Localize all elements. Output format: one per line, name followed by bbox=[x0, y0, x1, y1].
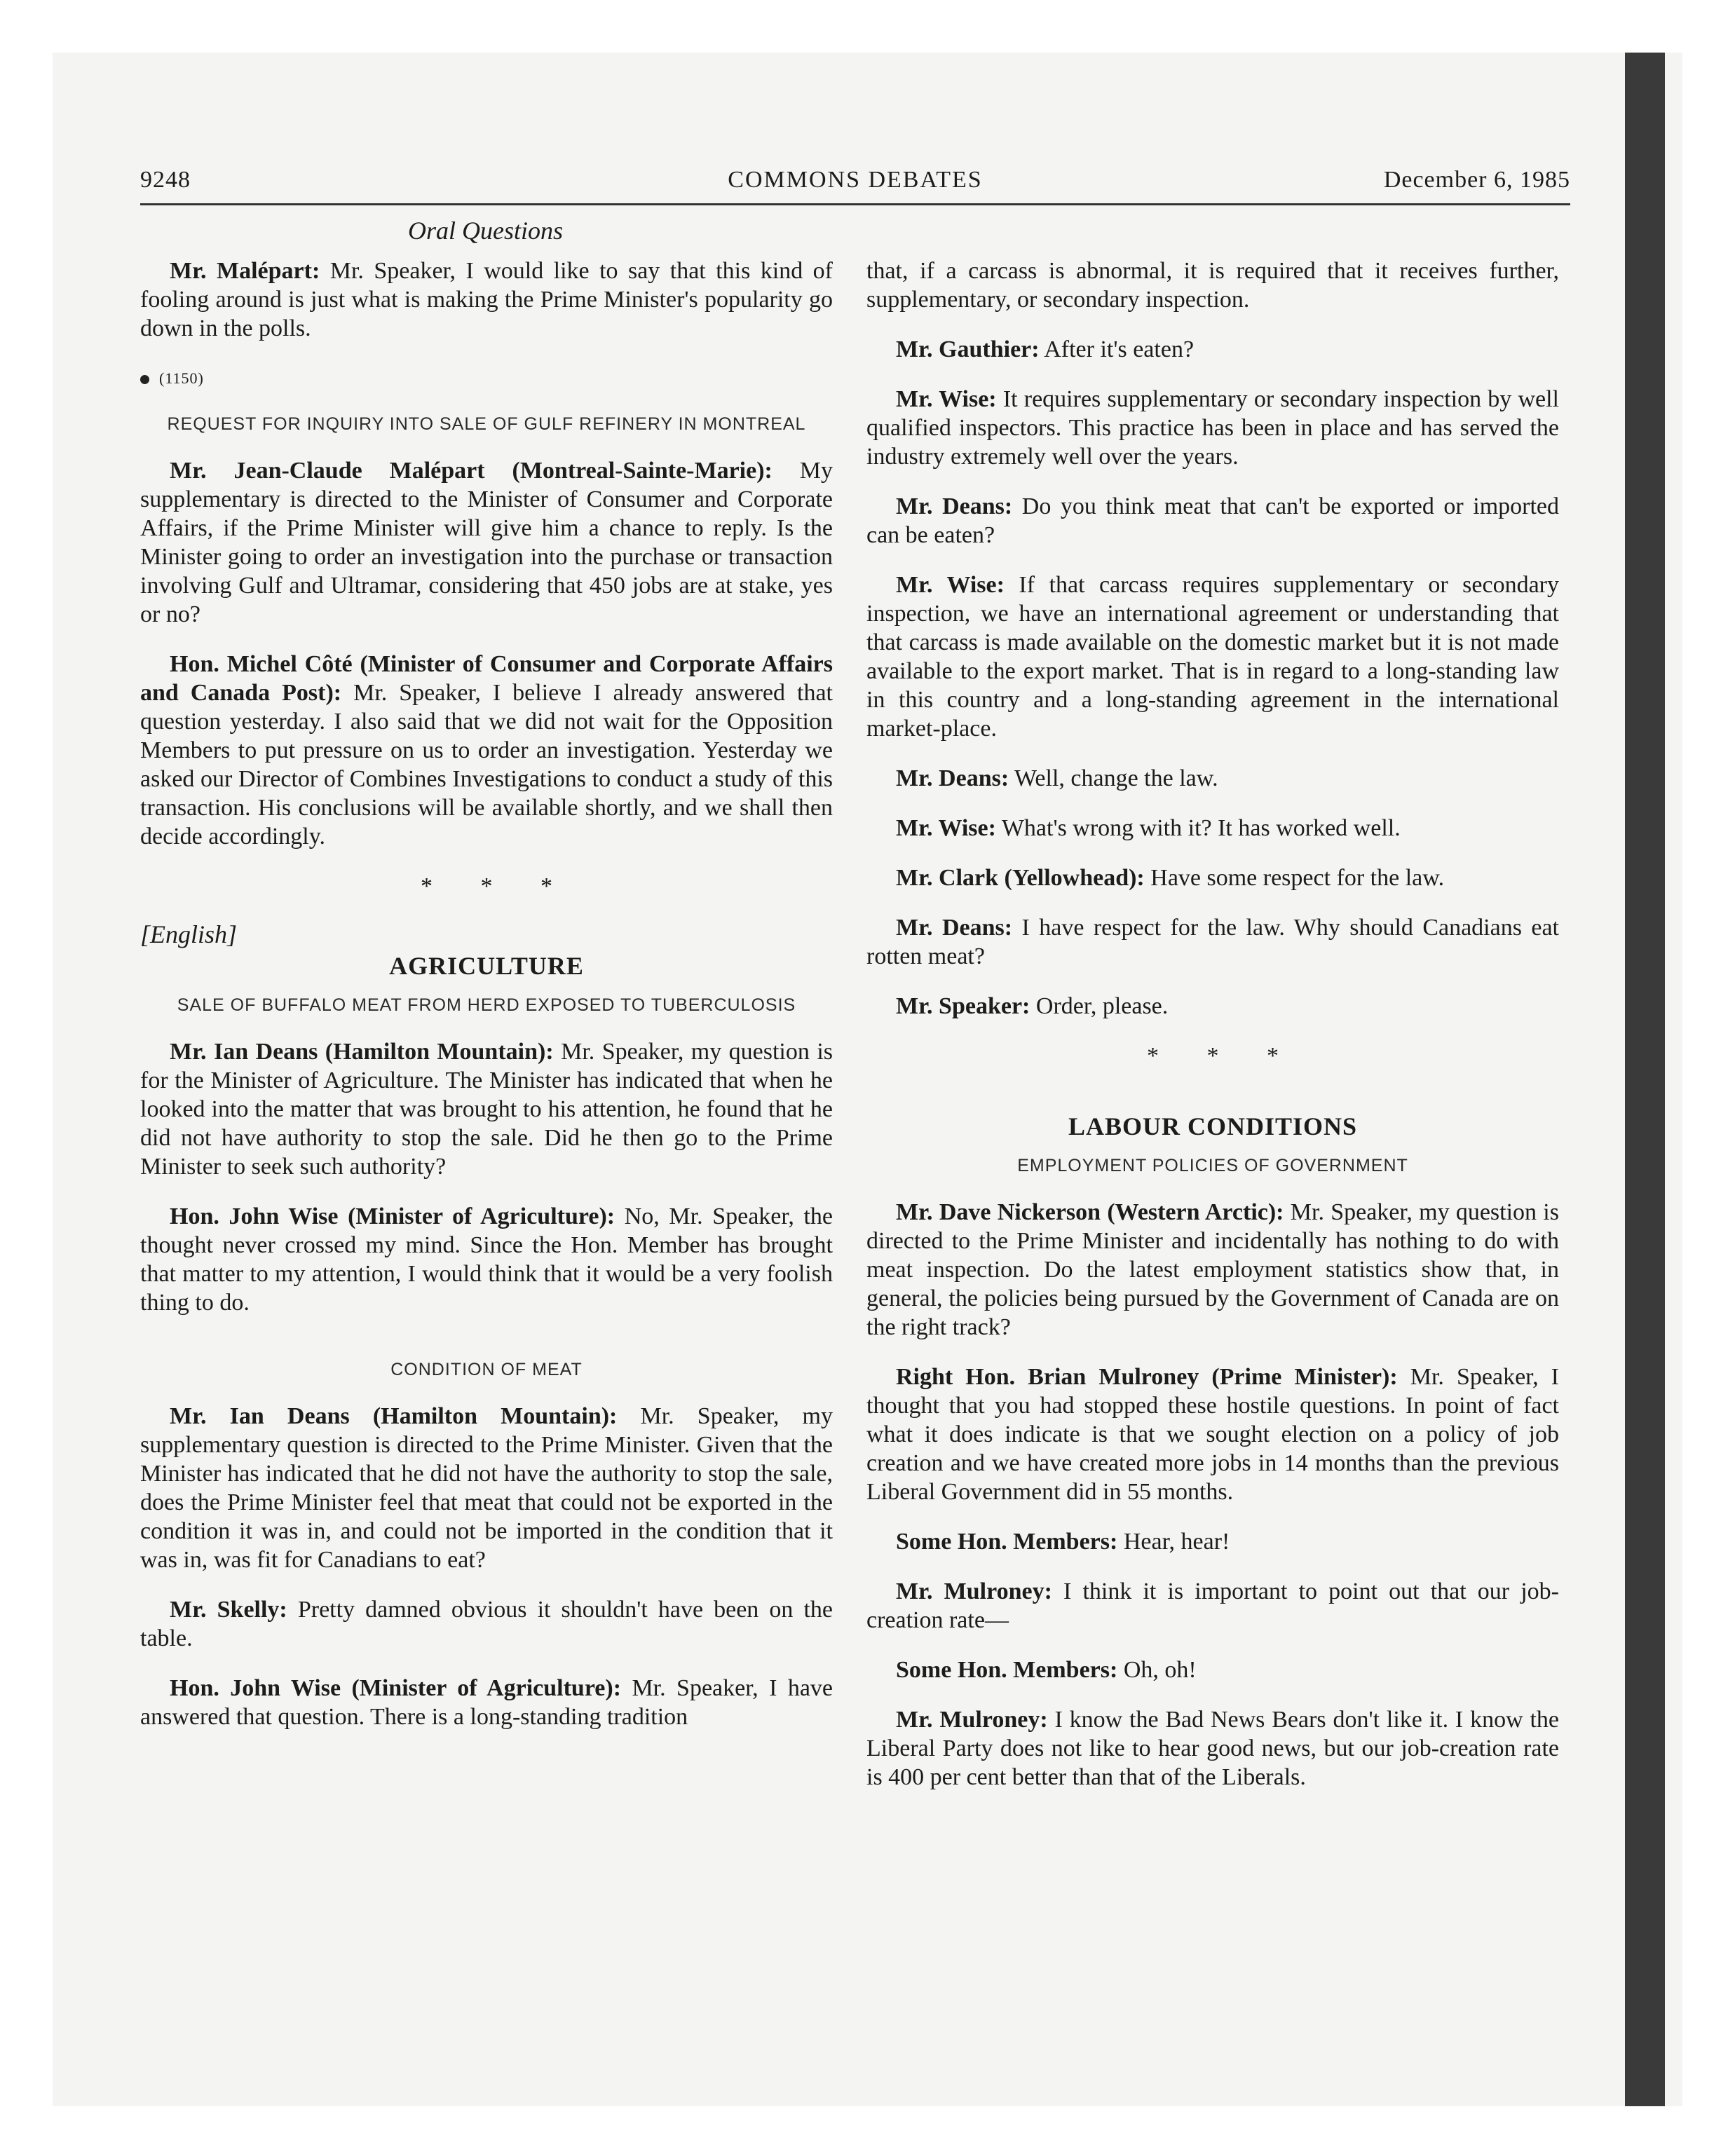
paragraph: Mr. Wise: It requires supplementary or secondary inspection by well qualified inspectors. This practice has been in place and has served the industry extremely well over the years. bbox=[866, 386, 1559, 470]
bullet-icon bbox=[140, 375, 149, 384]
subheading: REQUEST FOR INQUIRY INTO SALE OF GULF REFINERY IN MONTREAL bbox=[167, 414, 806, 434]
speaker: Hon. John Wise (Minister of Agriculture): bbox=[170, 1675, 622, 1701]
paragraph: Mr. Deans: Well, change the law. bbox=[896, 765, 1218, 791]
speaker: Mr. Mulroney: bbox=[896, 1578, 1052, 1604]
paragraph: Mr. Mulroney: I know the Bad News Bears don't like it. I know the Liberal Party does not like to hear good news, but our job-creation rate is 400 per cent better than that of the Liberals. bbox=[866, 1707, 1559, 1790]
paragraph: Mr. Clark (Yellowhead): Have some respect for the law. bbox=[896, 865, 1445, 891]
paragraph: Mr. Speaker: Order, please. bbox=[896, 993, 1169, 1019]
paragraph: Mr. Deans: Do you think meat that can't be exported or imported can be eaten? bbox=[866, 493, 1560, 548]
speaker: Some Hon. Members: bbox=[896, 1529, 1118, 1555]
paragraph: that, if a carcass is abnormal, it is required that it receives further, supplementary, or secondary inspection. bbox=[866, 258, 1559, 313]
paragraph: Hon. Michel Côté (Minister of Consumer and Corporate Affairs and Canada Post): Mr. Speaker, I believe I already answered that question yesterday. I also said that we did not wait for the Opposition Members to put pressure on us to order an investigation. Yesterday we asked our Director of Combines Investigations to conduct a study of this transaction. His conclusions will be available shortly, and we shall then decide accordingly. bbox=[140, 651, 833, 850]
section-heading: AGRICULTURE bbox=[389, 952, 584, 980]
paragraph: Mr. Jean-Claude Malépart (Montreal-Sainte-Marie): My supplementary is directed to the Minister of Consumer and Corporate Affairs, if the Prime Minister will give him a chance to reply. Is the Minister going to order an investigation into the purchase or transaction involving Gulf and Ultramar, considering that 450 jobs are at stake, yes or no? bbox=[140, 458, 833, 627]
language-marker: [English] bbox=[140, 920, 238, 948]
header-rule bbox=[140, 203, 1570, 205]
paragraph: Hon. John Wise (Minister of Agriculture): No, Mr. Speaker, the thought never crossed my mind. Since the Hon. Member has brought that matter to my attention, I would think that it would be a very foolish thing to do. bbox=[140, 1203, 833, 1316]
speaker: Mr. Dave Nickerson (Western Arctic): bbox=[896, 1199, 1284, 1225]
speaker: Mr. Jean-Claude Malépart (Montreal-Sainte-Marie): bbox=[170, 458, 773, 484]
left-column bbox=[140, 257, 833, 1752]
scan-edge-shadow bbox=[1625, 53, 1665, 2106]
paragraph: Mr. Mulroney: I think it is important to point out that our job-creation rate— bbox=[866, 1578, 1559, 1633]
subheading: EMPLOYMENT POLICIES OF GOVERNMENT bbox=[1017, 1156, 1408, 1175]
paragraph: Mr. Deans: I have respect for the law. Why should Canadians eat rotten meat? bbox=[866, 915, 1559, 969]
speaker: Mr. Malépart: bbox=[170, 258, 320, 284]
speaker: Mr. Gauthier: bbox=[896, 336, 1040, 362]
section-separator: * * * bbox=[421, 873, 573, 899]
section-separator: * * * bbox=[1147, 1043, 1300, 1069]
paragraph: Mr. Ian Deans (Hamilton Mountain): Mr. Speaker, my question is for the Minister of Agriculture. The Minister has indicated that when he looked into the matter that was brought to his attention, he found that he did not have authority to stop the sale. Did he then go to the Prime Minister to seek such authority? bbox=[140, 1039, 833, 1180]
paragraph: Right Hon. Brian Mulroney (Prime Minister): Mr. Speaker, I thought that you had stopped these hostile questions. In point of fact what it does indicate is that we sought election on a policy of job creation and we have created more jobs in 14 months than the previous Liberal Government did in 55 months. bbox=[866, 1364, 1559, 1505]
speaker: Mr. Clark (Yellowhead): bbox=[896, 865, 1145, 891]
paragraph: Some Hon. Members: Oh, oh! bbox=[896, 1657, 1197, 1683]
speaker: Some Hon. Members: bbox=[896, 1657, 1118, 1683]
speaker: Mr. Speaker: bbox=[896, 993, 1030, 1019]
right-column bbox=[866, 257, 1559, 1813]
paragraph: Mr. Wise: What's wrong with it? It has worked well. bbox=[896, 815, 1401, 841]
speaker: Mr. Mulroney: bbox=[896, 1707, 1048, 1733]
speaker: Mr. Wise: bbox=[896, 815, 996, 841]
running-head: Oral Questions bbox=[407, 217, 563, 245]
paragraph: Mr. Wise: If that carcass requires supplementary or secondary inspection, we have an international agreement or understanding that that carcass is made available on the domestic market but it is not made available to the export market. That is in regard to a long-standing law in this country and a long-standing agreement in the international market-place. bbox=[866, 572, 1559, 742]
speaker: Mr. Deans: bbox=[896, 493, 1013, 519]
speaker: Mr. Wise: bbox=[896, 572, 1005, 598]
paragraph: Mr. Skelly: Pretty damned obvious it shouldn't have been on the table. bbox=[140, 1597, 833, 1651]
paragraph: Mr. Malépart: Mr. Speaker, I would like to say that this kind of fooling around is just what is making the Prime Minister's popularity go down in the polls. bbox=[140, 258, 833, 341]
subheading: CONDITION OF MEAT bbox=[390, 1360, 583, 1379]
publication-date: December 6, 1985 bbox=[1383, 167, 1570, 193]
speaker: Mr. Skelly: bbox=[170, 1597, 287, 1623]
speaker: Mr. Wise: bbox=[896, 386, 997, 412]
speaker: Mr. Deans: bbox=[896, 765, 1009, 791]
paragraph: Mr. Dave Nickerson (Western Arctic): Mr. Speaker, my question is directed to the Prime Minister and incidentally has nothing to do with meat inspection. Do the latest employment statistics show that, in general, the policies being pursued by the Government of Canada are on the right track? bbox=[866, 1199, 1559, 1340]
speaker: Hon. Michel Côté (Minister of Consumer and Corporate Affairs and Canada Post): bbox=[140, 651, 833, 706]
time-stamp: (1150) bbox=[140, 364, 833, 393]
speaker: Right Hon. Brian Mulroney (Prime Minister): bbox=[896, 1364, 1398, 1390]
paragraph: Hon. John Wise (Minister of Agriculture): Mr. Speaker, I have answered that question. There is a long-standing tradition bbox=[140, 1675, 833, 1730]
section-heading: LABOUR CONDITIONS bbox=[1068, 1112, 1358, 1140]
speaker: Mr. Deans: bbox=[896, 915, 1013, 941]
paragraph: Mr. Ian Deans (Hamilton Mountain): Mr. Speaker, my supplementary question is directed to the Prime Minister. Given that the Minister has indicated that he did not have the authority to stop the sale, does the Prime Minister feel that meat that could not be exported in the condition it was in, and could not be imported in the condition that it was in, was fit for Canadians to eat? bbox=[140, 1403, 833, 1573]
speaker: Mr. Ian Deans (Hamilton Mountain): bbox=[170, 1039, 554, 1065]
speaker: Hon. John Wise (Minister of Agriculture): bbox=[170, 1203, 615, 1229]
publication-title: COMMONS DEBATES bbox=[728, 167, 983, 193]
paragraph: Mr. Gauthier: After it's eaten? bbox=[896, 336, 1195, 362]
subheading: SALE OF BUFFALO MEAT FROM HERD EXPOSED TO TUBERCULOSIS bbox=[177, 995, 796, 1015]
speaker: Mr. Ian Deans (Hamilton Mountain): bbox=[170, 1403, 618, 1429]
paragraph: Some Hon. Members: Hear, hear! bbox=[896, 1529, 1230, 1555]
page-header bbox=[140, 167, 1570, 202]
page-number: 9248 bbox=[140, 167, 191, 193]
